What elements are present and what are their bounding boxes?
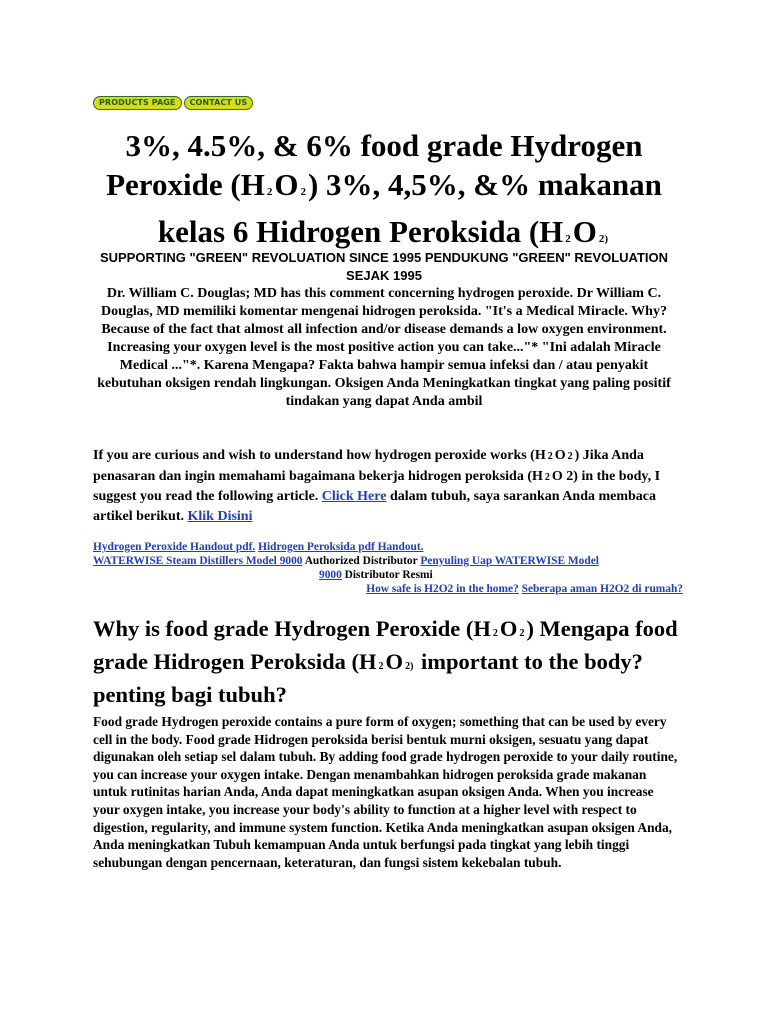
text: O (554, 448, 566, 463)
curious-paragraph (93, 446, 683, 526)
authorized-text: Authorized Distributor (304, 555, 418, 567)
handout-pdf-link[interactable]: Hydrogen Peroxide Handout pdf. (93, 541, 256, 553)
heading-text: ) Mengapa food grade Hidrogen Peroksida (H (93, 616, 678, 674)
heading-text: important to the body? penting bagi tubuh? (93, 649, 643, 707)
how-safe-link[interactable]: How safe is H2O2 in the home? (366, 583, 519, 595)
subscript: 2 (300, 186, 306, 198)
subscript: 2 (565, 233, 571, 245)
waterwise-link[interactable]: WATERWISE Steam Distillers Model 9000 (93, 555, 303, 567)
waterwise-row (93, 554, 683, 568)
title-line-1: 3%, 4.5%, & 6% food grade Hydrogen (125, 128, 643, 163)
subscript: 2 (567, 451, 573, 462)
subscript: 2 (544, 471, 550, 483)
handout-row (93, 540, 683, 554)
body-paragraph: Food grade Hydrogen peroxide contains a pure form of oxygen; something that can be used by every cell in the body. Food grade Hidrogen peroksida berisi bentuk murni oksigen, sesuatu yang dapat digunakan oleh setiap sel dalam tubuh. By adding food grade hydrogen peroxide to your daily routine, you can increase your oxygen intake. Dengan menambahkan hidrogen peroksida grade makanan untuk rutinitas harian Anda, Anda dapat meningkatkan asupan oksigen Anda. When you increase your oxygen intake, you increase your body's ability to function at a higher level with respect to digestion, regularity, and immune system function. Ketika Anda meningkatkan asupan oksigen Anda, Anda meningkatkan Tubuh kemampuan Anda untuk berfungsi pada tingkat yang lebih tinggi sehubungan dengan pencernaan, keteraturan, dan fungsi sistem kekebalan tubuh. (93, 714, 678, 870)
nav-buttons (93, 96, 253, 110)
safety-row (93, 582, 683, 596)
title-line-3 (158, 214, 610, 249)
text: ) Jika Anda penasaran dan ingin memahami bagaimana bekerja hidrogen peroksida (H (93, 448, 644, 484)
title-text: ) 3%, 4,5%, &% makanan (307, 167, 662, 202)
subscript: 2 (547, 451, 553, 462)
click-here-link[interactable]: Click Here (321, 489, 387, 504)
title-text: Peroxide (H (106, 167, 265, 202)
resource-links (93, 540, 683, 596)
supporting-heading: SUPPORTING "GREEN" REVOLUATION SINCE 1995 PENDUKUNG "GREEN" REVOLUATION SEJAK 1995 (99, 250, 669, 283)
subscript: 2) (405, 661, 414, 672)
klik-disini-link[interactable]: Klik Disini (187, 508, 253, 524)
subscript: 2) (598, 233, 609, 245)
text: O 2) in the body, I suggest you read the following article. (93, 468, 661, 504)
subscript: 2 (492, 628, 498, 639)
title-text: kelas 6 Hidrogen Peroksida (H (157, 214, 564, 249)
model-9000-link[interactable]: 9000 (319, 569, 342, 581)
heading-text: O (385, 649, 404, 674)
douglas-quote: Dr. William C. Douglas; MD has this comment concerning hydrogen peroxide. Dr William C. Douglas, MD memiliki komentar mengenai hidrogen peroksida. "It's a Medical Miracle. Why? Because of the fact that almost all infection and/or disease demands a low oxygen environment. Increasing your oxygen level is the most positive action you can take..."* "Ini adalah Miracle Medical ..."*. Karena Mengapa? Fakta bahwa hampir semua infeksi dan / atau penyakit kebutuhan oksigen rendah lingkungan. Oksigen Anda Meningkatkan tingkat yang paling positif tindakan yang dapat Anda ambil (97, 286, 671, 409)
page-title (80, 126, 688, 259)
model-row (93, 568, 683, 582)
heading-text: Why is food grade Hydrogen Peroxide (H (93, 616, 491, 641)
seberapa-aman-link[interactable]: Seberapa aman H2O2 di rumah? (521, 583, 683, 595)
section-heading (93, 615, 693, 709)
handout-pdf-id-link[interactable]: Hidrogen Peroksida pdf Handout. (258, 541, 424, 553)
title-line-2 (106, 167, 662, 202)
title-text: O (274, 167, 299, 202)
text: dalam tubuh, saya sarankan Anda membaca artikel berikut. (93, 489, 657, 524)
subscript: 2 (266, 186, 273, 198)
subscript: 2 (378, 661, 384, 672)
title-text: O (572, 214, 597, 249)
distributor-text: Distributor Resmi (344, 569, 433, 581)
subscript: 2 (519, 628, 525, 639)
products-page-button[interactable]: PRODUCTS PAGE (93, 96, 182, 110)
contact-us-button[interactable]: CONTACT US (184, 96, 254, 110)
intro-block (96, 249, 672, 411)
text: If you are curious and wish to understand how hydrogen peroxide works (H (93, 448, 546, 463)
penyuling-link[interactable]: Penyuling Uap WATERWISE Model (420, 555, 599, 567)
heading-text: O (499, 616, 518, 641)
